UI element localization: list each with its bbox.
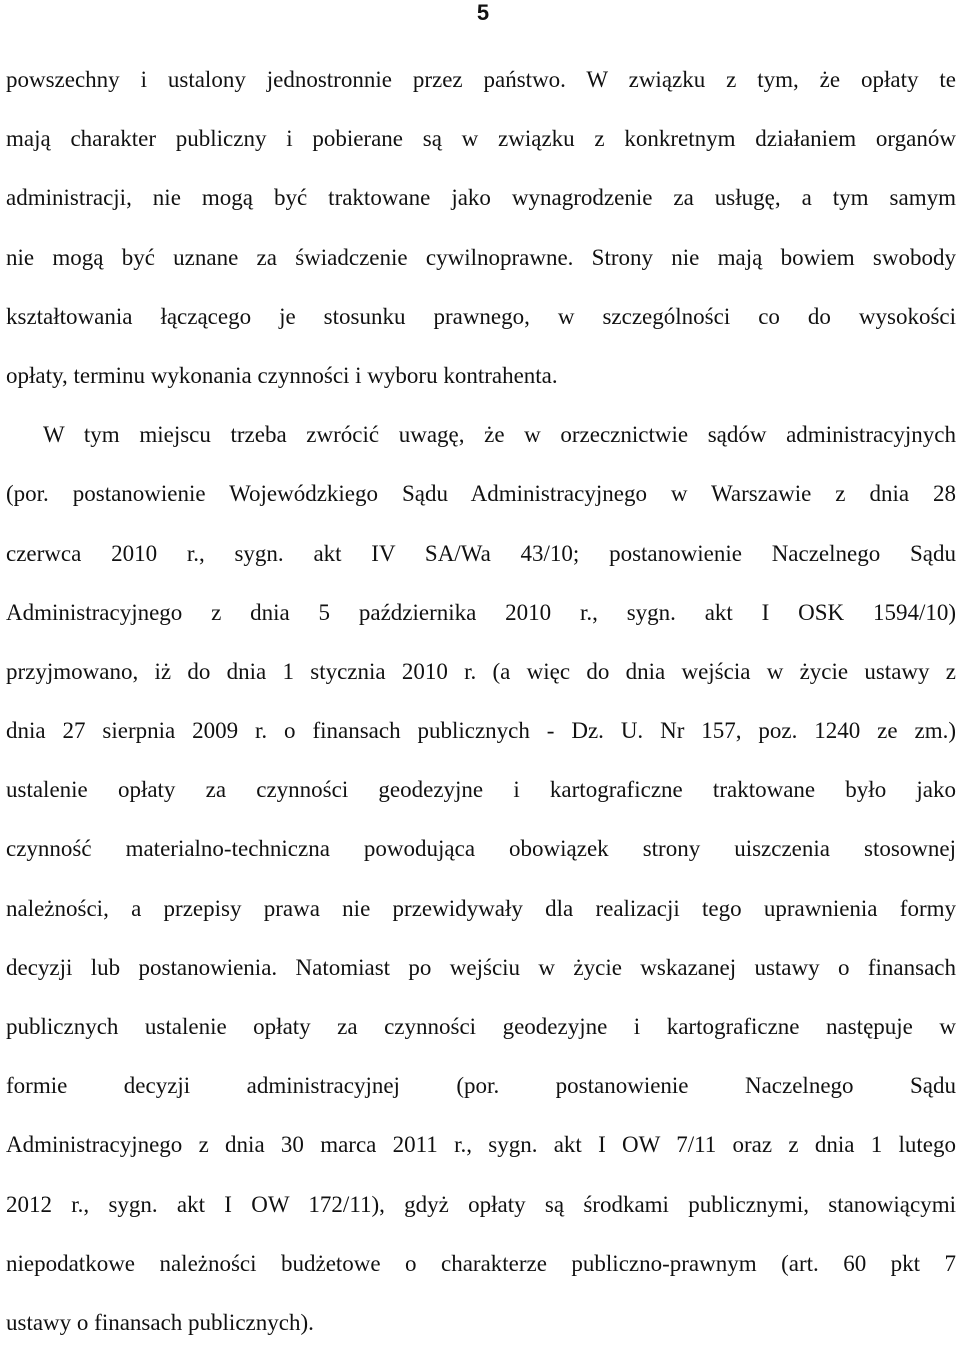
text-line: ustawy o finansach publicznych).	[6, 1309, 314, 1335]
text-line: (por. postanowienie Wojewódzkiego Sądu Administracyjnego w Warszawie z dnia 28	[6, 481, 956, 507]
text-line: czynność materialno-techniczna powodująca obowiązek strony uiszczenia stosownej	[6, 836, 956, 862]
text-line: 2012 r., sygn. akt I OW 172/11), gdyż opłaty są środkami publicznymi, stanowiącymi	[6, 1191, 956, 1217]
text-line: nie mogą być uznane za świadczenie cywilnoprawne. Strony nie mają bowiem swobody	[6, 244, 956, 270]
document-body	[6, 50, 956, 1352]
text-line: publicznych ustalenie opłaty za czynności geodezyjne i kartograficzne następuje w	[6, 1014, 956, 1039]
text-line: niepodatkowe należności budżetowe o charakterze publiczno-prawnym (art. 60 pkt 7	[6, 1250, 956, 1276]
text-line: kształtowania łączącego je stosunku prawnego, w szczególności co do wysokości	[6, 303, 956, 329]
text-line: mają charakter publiczny i pobierane są w związku z konkretnym działaniem organów	[6, 126, 956, 152]
text-line: czerwca 2010 r., sygn. akt IV SA/Wa 43/10; postanowienie Naczelnego Sądu	[6, 540, 956, 566]
paragraph-2	[6, 405, 956, 1352]
text-line: Administracyjnego z dnia 5 października 2010 r., sygn. akt I OSK 1594/10)	[6, 599, 956, 625]
text-line: administracji, nie mogą być traktowane jako wynagrodzenie za usługę, a tym samym	[6, 185, 956, 211]
text-line: należności, a przepisy prawa nie przewidywały dla realizacji tego uprawnienia formy	[6, 895, 956, 921]
text-line: decyzji lub postanowienia. Natomiast po wejściu w życie wskazanej ustawy o finansach	[6, 954, 956, 980]
text-line: przyjmowano, iż do dnia 1 stycznia 2010 r. (a więc do dnia wejścia w życie ustawy z	[6, 658, 956, 684]
text-line: W tym miejscu trzeba zwrócić uwagę, że w orzecznictwie sądów administracyjnych	[43, 422, 956, 448]
text-line: ustalenie opłaty za czynności geodezyjne i kartograficzne traktowane było jako	[6, 777, 956, 803]
page-number: 5	[476, 0, 490, 25]
text-line: powszechny i ustalony jednostronnie przez państwo. W związku z tym, że opłaty te	[6, 67, 956, 92]
text-line: dnia 27 sierpnia 2009 r. o finansach publicznych - Dz. U. Nr 157, poz. 1240 ze zm.)	[6, 718, 956, 744]
text-line: formie decyzji administracyjnej (por. postanowienie Naczelnego Sądu	[6, 1073, 956, 1099]
text-line: Administracyjnego z dnia 30 marca 2011 r., sygn. akt I OW 7/11 oraz z dnia 1 lutego	[6, 1132, 956, 1158]
paragraph-1	[6, 50, 956, 405]
text-line: opłaty, terminu wykonania czynności i wyboru kontrahenta.	[6, 362, 558, 388]
